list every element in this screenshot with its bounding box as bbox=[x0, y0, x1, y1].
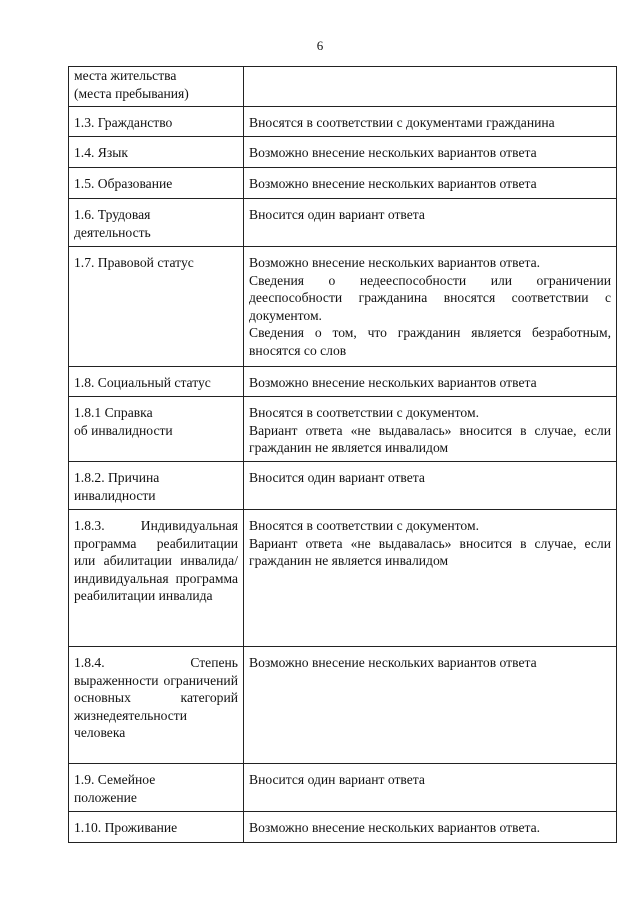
field-name-cell bbox=[69, 462, 244, 510]
field-name-line: 1.5. Образование bbox=[74, 176, 173, 191]
field-name-cell bbox=[69, 137, 244, 168]
field-rule-line: Сведения о том, что гражданин является безработным, вносятся со слов bbox=[249, 325, 611, 358]
field-rule-line: Возможно внесение нескольких вариантов ответа bbox=[249, 655, 537, 670]
field-name-line: 1.8. Социальный статус bbox=[74, 375, 211, 390]
field-rule-line: Возможно внесение нескольких вариантов ответа bbox=[249, 145, 537, 160]
field-name-cell bbox=[69, 812, 244, 843]
field-rule-line: Вносится один вариант ответа bbox=[249, 207, 425, 222]
field-rule-line: Возможно внесение нескольких вариантов ответа. bbox=[249, 255, 541, 270]
field-name-line: об инвалидности bbox=[74, 422, 173, 438]
field-rule-line: Вносится один вариант ответа bbox=[249, 470, 425, 485]
field-name-line: положение bbox=[74, 789, 137, 805]
field-rule-line: Вносится один вариант ответа bbox=[249, 772, 425, 787]
table-row bbox=[69, 397, 617, 462]
field-rule-line: Возможно внесение нескольких вариантов ответа. bbox=[249, 820, 541, 835]
table-row bbox=[69, 199, 617, 247]
field-name-cell bbox=[69, 647, 244, 764]
field-name-line: 1.8.4. Степень выраженности ограничений основных категорий жизнедеятельности человека bbox=[74, 655, 238, 741]
field-name-cell bbox=[69, 367, 244, 397]
field-name-cell bbox=[69, 67, 244, 107]
table-row bbox=[69, 247, 617, 367]
field-rule-cell bbox=[244, 168, 617, 199]
field-name-cell bbox=[69, 247, 244, 367]
field-name-line: (места пребывания) bbox=[74, 85, 189, 101]
table-row bbox=[69, 67, 617, 107]
field-rule-line: Сведения о недееспособности или ограничении дееспособности гражданина вносятся соответствии с документом. bbox=[249, 272, 611, 323]
field-name-cell bbox=[69, 107, 244, 137]
table-row bbox=[69, 764, 617, 812]
field-name-line: 1.6. Трудовая bbox=[74, 207, 151, 222]
field-rule-cell bbox=[244, 764, 617, 812]
field-rule-cell bbox=[244, 67, 617, 107]
field-name-line: 1.8.2. Причина bbox=[74, 470, 160, 485]
page-number: 6 bbox=[316, 38, 324, 53]
field-name-line: 1.10. Проживание bbox=[74, 820, 178, 835]
field-name-cell bbox=[69, 510, 244, 647]
field-rule-cell bbox=[244, 812, 617, 843]
field-rule-line: Вариант ответа «не выдавалась» вносится в случае, если гражданин не является инвалидом bbox=[249, 535, 611, 569]
field-rule-cell bbox=[244, 397, 617, 462]
field-name-line: деятельность bbox=[74, 224, 151, 240]
table-row bbox=[69, 647, 617, 764]
fields-table bbox=[68, 66, 617, 843]
field-rule-line: Вносятся в соответствии с документами гражданина bbox=[249, 115, 555, 130]
table-row bbox=[69, 812, 617, 843]
table-row bbox=[69, 462, 617, 510]
field-rule-cell bbox=[244, 367, 617, 397]
table-row bbox=[69, 510, 617, 647]
field-rule-line: Вносятся в соответствии с документом. bbox=[249, 405, 479, 420]
field-rule-line: Вносятся в соответствии с документом. bbox=[249, 518, 479, 533]
field-name-cell bbox=[69, 397, 244, 462]
field-name-cell bbox=[69, 764, 244, 812]
field-rule-cell bbox=[244, 647, 617, 764]
table-row bbox=[69, 168, 617, 199]
field-rule-line: Вариант ответа «не выдавалась» вносится в случае, если гражданин не является инвалидом bbox=[249, 422, 611, 456]
field-name-line: места жительства bbox=[74, 68, 177, 83]
table-row bbox=[69, 137, 617, 168]
field-rule-cell bbox=[244, 107, 617, 137]
field-rule-cell bbox=[244, 137, 617, 168]
field-name-line: 1.9. Семейное bbox=[74, 772, 156, 787]
field-rule-cell bbox=[244, 247, 617, 367]
field-name-cell bbox=[69, 199, 244, 247]
field-rule-line: Возможно внесение нескольких вариантов ответа bbox=[249, 375, 537, 390]
field-name-line: 1.4. Язык bbox=[74, 145, 128, 160]
field-rule-cell bbox=[244, 462, 617, 510]
field-name-line: инвалидности bbox=[74, 487, 156, 503]
field-name-cell bbox=[69, 168, 244, 199]
field-name-line: 1.8.1 Справка bbox=[74, 405, 153, 420]
field-name-line: 1.8.3. Индивидуальная программа реабилитации или абилитации инвалида/ индивидуальная программа реабилитации инвалида bbox=[74, 518, 238, 604]
field-name-line: 1.3. Гражданство bbox=[74, 115, 173, 130]
field-name-line: 1.7. Правовой статус bbox=[74, 255, 194, 270]
field-rule-cell bbox=[244, 199, 617, 247]
field-rule-cell bbox=[244, 510, 617, 647]
table-row bbox=[69, 367, 617, 397]
field-rule-line: Возможно внесение нескольких вариантов ответа bbox=[249, 176, 537, 191]
table-row bbox=[69, 107, 617, 137]
